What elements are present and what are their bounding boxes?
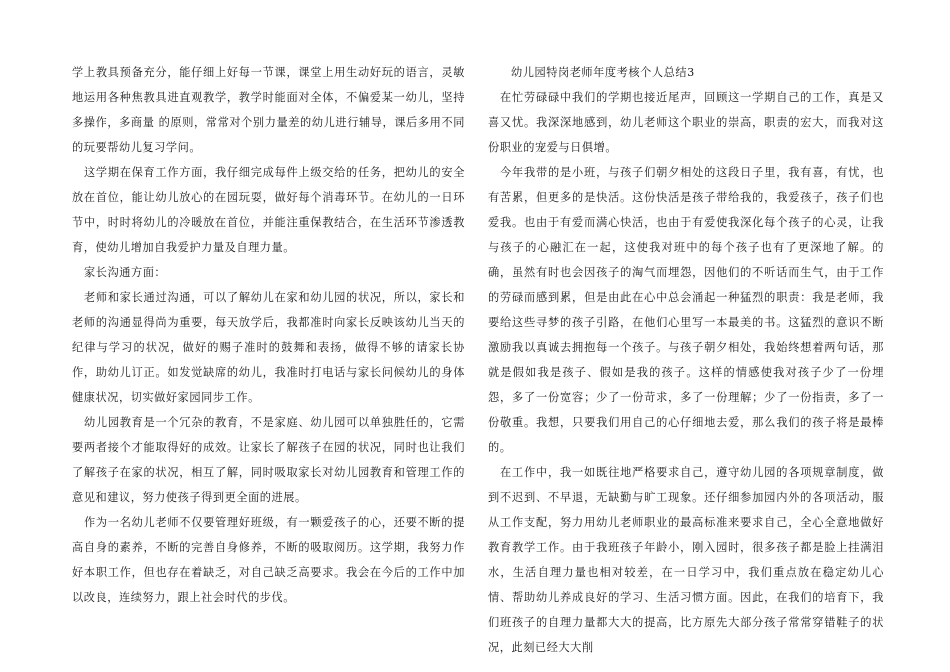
paragraph: 老师和家长通过沟通，可以了解幼儿在家和幼儿园的状况，所以，家长和老师的沟通显得尚为重要，每天放学后，我都准时向家长反映该幼儿当天的纪律与学习的状况，做好的赐子准时的鼓舞和表扬，做得不够的请家长协作，助幼儿订正。如发觉缺席的幼儿，我准时打电话与家长问候幼儿的身体健康状况，切实做好家园同步工作。: [72, 291, 465, 404]
left-column: [72, 60, 465, 610]
section-heading: 家长沟通方面：: [84, 266, 167, 279]
paragraph: 幼儿园教育是一个冗杂的教育，不是家庭、幼儿园可以单独胜任的，它需要两者接个才能取得好的成效。让家长了解孩子在园的状况，同时也让我们了解孩子在家的状况，相互了解，同时吸取家长对幼儿园教育和管理工作的意见和建议，努力使孩子得到更全面的进展。: [72, 416, 465, 504]
paragraph: 今年我带的是小班，与孩子们朝夕相处的这段日子里，我有喜，有忧，也有苦累，但更多的是快活。这份快活是孩子带给我的，我爱孩子，孩子们也爱我。也由于有爱而满心快活，也由于有爱使我深化每个孩子的心灵，让我与孩子的心融汇在一起，这使我对班中的每个孩子也有了更深地了解。的确，虽然有时也会因孩子的淘气而埋怨，因他们的不听话而生气，由于工作的劳碌而感到累，但是由此在心中总会涌起一种猛烈的职责：我是老师，我要给这些寻梦的孩子引路，在他们心里写一本最美的书。这猛烈的意识不断激励我以真诚去拥抱每一个孩子。与孩子朝夕相处，我始终想着两句话，那就是假如我是孩子、假如是我的孩子。这样的情感使我对孩子少了一份埋怨，多了一份宽容；少了一份苛求，多了一份理解；少了一份指责，多了一份敬重。我想，只要我们用自己的心仔细地去爱，那么我们的孩子将是最棒的。: [488, 166, 884, 454]
paragraph: 这学期在保育工作方面，我仔细完成每件上级交给的任务，把幼儿的安全放在首位，能让幼儿放心的在园玩耍，做好每个消毒环节。在幼儿的一日环节中，时时将幼儿的冷暖放在首位，并能注重保教结合，在生活环节渗透教育，使幼儿增加自我爱护力量及自理力量。: [72, 166, 465, 254]
paragraph: 学上教具预备充分，能仔细上好每一节课，课堂上用生动好玩的语言，灵敏地运用各种焦教具进直观教学，教学时能面对全体，不偏爱某一幼儿，坚持多操作，多商量 的原则，常常对个别力量差的幼儿进行辅导，课后多用不同的玩要帮幼儿复习学问。: [72, 66, 465, 154]
paragraph: 在工作中，我一如既往地严格要求自己，遵守幼儿园的各项规章制度，做到不迟到、不早退，无缺勤与旷工现象。还仔细参加园内外的各项活动，服从工作支配，努力用幼儿老师职业的最高标准来要求自己，全心全意地做好教育教学工作。由于我班孩子年龄小，刚入园时，很多孩子都是脸上挂满泪水，生活自理力量也相对较差，在一日学习中，我们重点放在稳定幼儿心情、帮助幼儿养成良好的学习、生活习惯方面。因此，在我们的培育下，我们班孩子的自理力量都大大的提高，比方原先大部分孩子常常穿错鞋子的状况，此刻已经大大削: [488, 466, 884, 654]
paragraph: 在忙劳碌碌中我们的学期也接近尾声，回顾这一学期自己的工作，真是又喜又忧。我深深地感到，幼儿老师这个职业的崇高，职责的宏大，而我对这份职业的宠爱与日俱增。: [488, 91, 884, 154]
article-title: 幼儿园特岗老师年度考核个人总结3: [511, 66, 695, 79]
right-column: [488, 60, 884, 660]
paragraph: 作为一名幼儿老师不仅要管理好班级，有一颗爱孩子的心，还要不断的提高自身的素养，不断的完善自身修养，不断的吸取阅历。这学期，我努力作好本职工作，但也存在着缺乏，对自己缺乏高要求。我会在今后的工作中加以改良，连续努力，跟上社会时代的步伐。: [72, 516, 465, 604]
